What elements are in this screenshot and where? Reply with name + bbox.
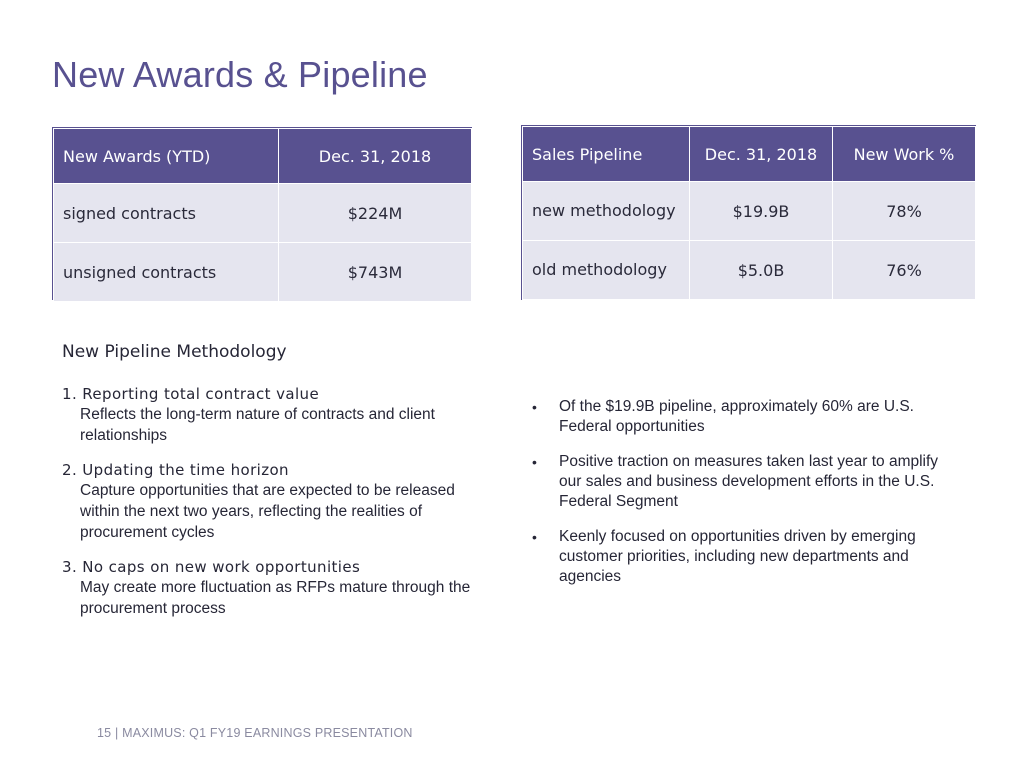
bullet-text: Of the $19.9B pipeline, approximately 60% are U.S. Federal opportunities [559, 398, 914, 435]
list-item [62, 384, 482, 446]
bullet-icon: • [532, 399, 537, 415]
methodology-item-heading: 1. Reporting total contract value [62, 385, 320, 403]
footer-text: 15 | MAXIMUS: Q1 FY19 EARNINGS PRESENTATION [97, 726, 413, 740]
bullet-icon: • [532, 529, 537, 545]
pipeline-header-date: Dec. 31, 2018 [690, 127, 833, 182]
list-item [62, 460, 482, 543]
pipeline-row-label: old methodology [523, 241, 690, 300]
methodology-item-heading: 2. Updating the time horizon [62, 461, 289, 479]
list-item [532, 397, 952, 437]
methodology-item-heading: 3. No caps on new work opportunities [62, 558, 361, 576]
methodology-title: New Pipeline Methodology [62, 342, 287, 362]
bullet-list [532, 397, 952, 602]
pipeline-header-label: Sales Pipeline [523, 127, 690, 182]
pipeline-row-label: new methodology [523, 182, 690, 241]
awards-row-label: signed contracts [54, 184, 279, 243]
pipeline-row-percent: 78% [833, 182, 976, 241]
pipeline-table-frame [521, 125, 976, 300]
pipeline-row-percent: 76% [833, 241, 976, 300]
table-row [523, 182, 976, 241]
page-title: New Awards & Pipeline [52, 54, 428, 95]
awards-header-date: Dec. 31, 2018 [279, 129, 472, 184]
awards-row-label: unsigned contracts [54, 243, 279, 302]
pipeline-row-value: $5.0B [690, 241, 833, 300]
bullet-text: Keenly focused on opportunities driven by emerging customer priorities, including new departments and agencies [559, 528, 916, 585]
table-row [54, 243, 472, 302]
awards-table-frame [52, 127, 472, 300]
pipeline-header-row [523, 127, 976, 182]
methodology-item-body: Capture opportunities that are expected to be released within the next two years, reflecting the realities of procurement cycles [80, 482, 455, 541]
bullet-icon: • [532, 454, 537, 470]
methodology-list [62, 384, 482, 633]
awards-table [53, 128, 472, 302]
methodology-item-body: Reflects the long-term nature of contracts and client relationships [80, 406, 435, 444]
pipeline-table [522, 126, 976, 300]
pipeline-header-newwork: New Work % [833, 127, 976, 182]
list-item [532, 527, 952, 587]
table-row [54, 184, 472, 243]
pipeline-row-value: $19.9B [690, 182, 833, 241]
list-item [532, 452, 952, 512]
awards-header-row [54, 129, 472, 184]
awards-row-value: $743M [279, 243, 472, 302]
awards-row-value: $224M [279, 184, 472, 243]
table-row [523, 241, 976, 300]
awards-header-label: New Awards (YTD) [54, 129, 279, 184]
methodology-item-body: May create more fluctuation as RFPs mature through the procurement process [80, 579, 471, 617]
bullet-text: Positive traction on measures taken last year to amplify our sales and business development efforts in the U.S. Federal Segment [559, 453, 939, 510]
list-item [62, 557, 482, 619]
